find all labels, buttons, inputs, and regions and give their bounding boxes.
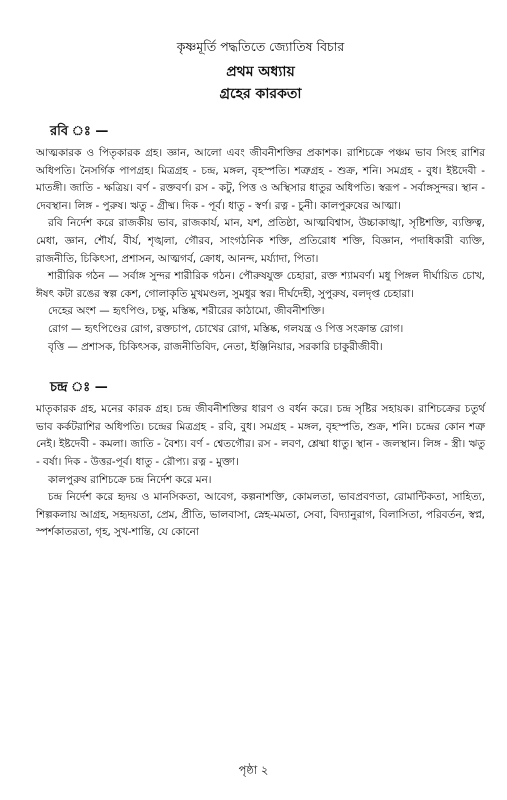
section-heading-moon: চন্দ্র ঃ — xyxy=(50,380,108,396)
section-divider-space xyxy=(36,356,485,378)
chapter-title: প্রথম অধ্যায় xyxy=(226,64,295,80)
moon-paragraph-general: মাতৃকারক গ্রহ, মনের কারক গ্রহ। চন্দ্র জীবনীশক্তির ধারণ ও বর্ধন করে। চন্দ্র সৃষ্টির সহায়ক। রাশিচক্রের চতুর্থ ভাব কর্কটরাশির অধিপতি। চন্দ্রের মিত্রগ্রহ - রবি, বুধ। সমগ্রহ - মঙ্গল, বৃহস্পতি, শুক্র, শনি। চন্দ্রের কোন শত্রু নেই। ইষ্টদেবী - কমলা। জাতি - বৈশ্য। বর্ণ - শ্বেতগৌর। রস - লবণ, শ্লেষ্মা ধাতু। স্থান - জলস্থান। লিঙ্গ - স্ত্রী। ঋতু - বর্ষা। দিক - উত্তর-পূর্ব। ধাতু - রৌপ্য। রত্ন - মুক্তা। xyxy=(36,403,485,468)
page-number: পৃষ্ঠা ২ xyxy=(238,763,269,777)
sun-paragraph-diseases: রোগ — হৃৎপিণ্ডের রোগ, রক্তচাপ, চোখের রোগ, মস্তিষ্ক, গলযন্ত্র ও পিত্ত সংক্রান্ত রোগ। xyxy=(48,322,404,335)
section-sun xyxy=(36,122,485,356)
chapter-subtitle: গ্রহের কারকতা xyxy=(219,86,302,102)
moon-paragraph-significations: চন্দ্র নির্দেশ করে হৃদয় ও মানসিকতা, আবেগ, কল্পনাশক্তি, কোমলতা, ভাবপ্রবণতা, রোমান্টিকতা, সাহিত্য, শিল্পকলায় আগ্রহ, সহৃদয়তা, প্রেম, প্রীতি, ভালবাসা, স্নেহ-মমতা, সেবা, বিদ্যানুরাগ, বিলাসিতা, পরিবর্তন, স্বপ্ন, স্পর্শকাতরতা, গৃহ, সুখ-শান্তি, যে কোনো xyxy=(36,491,485,539)
moon-paragraph-kalapurusha: কালপুরুষ রাশিচক্রে চন্দ্র নির্দেশ করে মন। xyxy=(48,473,212,486)
sun-paragraph-body-parts: দেহের অংশ — হৃৎপিণ্ড, চক্ষু, মস্তিষ্ক, শরীরের কাঠামো, জীবনীশক্তি। xyxy=(48,305,325,318)
sun-paragraph-general: আত্মকারক ও পিতৃকারক গ্রহ। জ্ঞান, আলো এবং জীবনীশক্তির প্রকাশক। রাশিচক্রে পঞ্চম ভাব সিংহ রাশির অধিপতি। নৈসর্গিক পাপগ্রহ। মিত্রগ্রহ - চন্দ্র, মঙ্গল, বৃহস্পতি। শত্রুগ্রহ - শুক্র, শনি। সমগ্রহ - বুধ। ইষ্টদেবী - মাতঙ্গী। জাতি - ক্ষত্রিয়। বর্ণ - রক্তবর্ণ। রস - কটু, পিত্ত ও অস্থিসার ধাতুর অধিপতি। স্বরূপ - সর্বাঙ্গসুন্দর। স্থান - দেবস্থান। লিঙ্গ - পুরুষ। ঋতু - গ্রীষ্ম। দিক - পূর্ব। ধাতু - স্বর্ণ। রত্ন - চুনী। কালপুরুষের আত্মা। xyxy=(36,147,485,212)
running-header: কৃষ্ণমূর্তি পদ্ধতিতে জ্যোতিষ বিচার xyxy=(176,39,345,54)
section-heading-sun: রবি ঃ — xyxy=(50,124,109,139)
section-moon xyxy=(36,378,485,542)
sun-paragraph-significations: রবি নির্দেশ করে রাজকীয় ভাব, রাজকার্য, মান, যশ, প্রতিষ্ঠা, আত্মবিশ্বাস, উচ্চাকাঙ্খা, সৃষ্টিশক্তি, ব্যক্তিত্ব, মেধা, জ্ঞান, শৌর্য, বীর্য, শৃঙ্খলা, গৌরব, সাংগঠনিক শক্তি, প্রতিরোধ শক্তি, বিজ্ঞান, পদাধিকারী ব্যক্তি, রাজনীতি, চিকিৎসা, প্রশাসন, আত্মগর্ব, ক্রোধ, আনন্দ, মর্য্যাদা, পিতা। xyxy=(36,217,485,265)
sun-paragraph-professions: বৃত্তি — প্রশাসক, চিকিৎসক, রাজনীতিবিদ, নেতা, ইঞ্জিনিয়ার, সরকারি চাকুরীজীবী। xyxy=(48,340,383,353)
sun-paragraph-physique: শারীরিক গঠন — সর্বাঙ্গ সুন্দর শারীরিক গঠন। পৌরুষযুক্ত চেহারা, রক্ত শ্যামবর্ণ। মধু পিঙ্গল দীর্ঘায়িত চোখ, ঈষৎ কটা রঙের স্বল্প কেশ, গোলাকৃতি মুখমণ্ডল, সুমধুর স্বর। দীর্ঘদেহী, সুপুরুষ, বলদৃপ্ত চেহারা। xyxy=(36,270,485,300)
